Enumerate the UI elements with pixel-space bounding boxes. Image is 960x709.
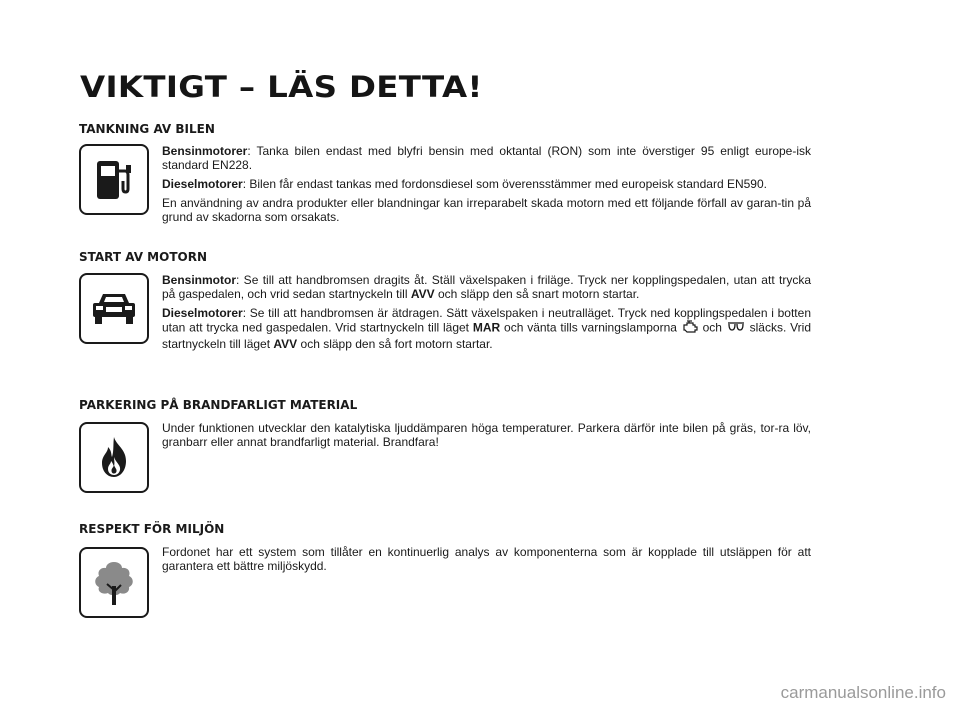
diesel-engine-label: Dieselmotorer — [162, 306, 243, 320]
diesel-refuel-paragraph — [162, 177, 811, 191]
key-position-avv: AVV — [410, 287, 435, 301]
flame-icon — [94, 435, 134, 481]
environment-text — [162, 545, 811, 578]
key-position-avv-2: AVV — [273, 337, 298, 351]
section-heading-environment: RESPEKT FÖR MILJÖN — [79, 522, 225, 536]
diesel-label: Dieselmotorer — [162, 177, 243, 191]
petrol-start-text-a: : Se till att handbromsen dragits åt. Ställ växelspaken i friläge. Tryck ner kopplingspedalen, utan att trycka på gaspedalen, och vrid sedan startnyckeln till — [162, 273, 811, 301]
parking-icon-box — [79, 422, 149, 493]
tree-icon — [89, 558, 139, 608]
petrol-engine-label: Bensinmotor — [162, 273, 237, 287]
environment-paragraph: Fordonet har ett system som tillåter en kontinuerlig analys av komponenterna som är kopplade till utsläppen för att garantera ett bättre miljöskydd. — [162, 545, 811, 573]
petrol-refuel-text: : Tanka bilen endast med blyfri bensin med oktantal (RON) som inte överstiger 95 enligt europe-isk standard EN228. — [162, 144, 811, 172]
engine-warning-icon — [682, 320, 698, 337]
diesel-start-text-d: släcks. Vrid startnyckeln till läget — [162, 320, 812, 351]
engine-start-icon-box — [79, 273, 149, 344]
petrol-start-text-b: och släpp den så snart motorn startar. — [434, 287, 640, 301]
refuelling-icon-box — [79, 144, 149, 215]
refuelling-text — [162, 144, 811, 229]
environment-icon-box — [79, 547, 149, 618]
section-heading-parking: PARKERING PÅ BRANDFARLIGT MATERIAL — [79, 398, 358, 412]
diesel-start-text-e: och släpp den så fort motorn startar. — [297, 337, 493, 351]
petrol-refuel-paragraph — [162, 144, 811, 172]
section-heading-engine-start: START AV MOTORN — [79, 250, 207, 264]
watermark: carmanualsonline.info — [780, 683, 946, 702]
engine-start-text — [162, 273, 811, 356]
parking-text — [162, 421, 811, 454]
diesel-start-paragraph — [162, 306, 811, 351]
diesel-start-text-c: och — [698, 320, 726, 335]
glow-plug-icon — [727, 321, 745, 336]
diesel-start-text-a: : Se till att handbromsen är ätdragen. Sätt växelspaken i neutralläget. Tryck ned kopplingspedalen i botten utan att trycka ned gaspedalen. Vrid startnyckeln till läget — [162, 306, 811, 335]
key-position-mar: MAR — [472, 320, 501, 335]
diesel-refuel-text: : Bilen får endast tankas med fordonsdiesel som överensstämmer med europeisk standard EN590. — [242, 177, 767, 191]
car-front-icon — [89, 289, 139, 329]
page-title: VIKTIGT – LÄS DETTA! — [80, 70, 483, 104]
petrol-label: Bensinmotorer — [162, 144, 248, 158]
diesel-start-text-b: och vänta tills varningslamporna — [500, 320, 681, 335]
other-fuel-warning-paragraph: En användning av andra produkter eller blandningar kan irreparabelt skada motorn med ett följande förfall av garan-tin på grund av skadorna som orsakats. — [162, 196, 811, 224]
section-heading-refuelling: TANKNING AV BILEN — [79, 122, 215, 136]
petrol-start-paragraph — [162, 273, 811, 301]
fuel-pump-icon — [91, 157, 137, 203]
parking-paragraph: Under funktionen utvecklar den katalytiska ljuddämparen höga temperaturer. Parkera därför inte bilen på gräs, tor-ra löv, granbarr eller annat brandfarligt material. Brandfara! — [162, 421, 811, 449]
